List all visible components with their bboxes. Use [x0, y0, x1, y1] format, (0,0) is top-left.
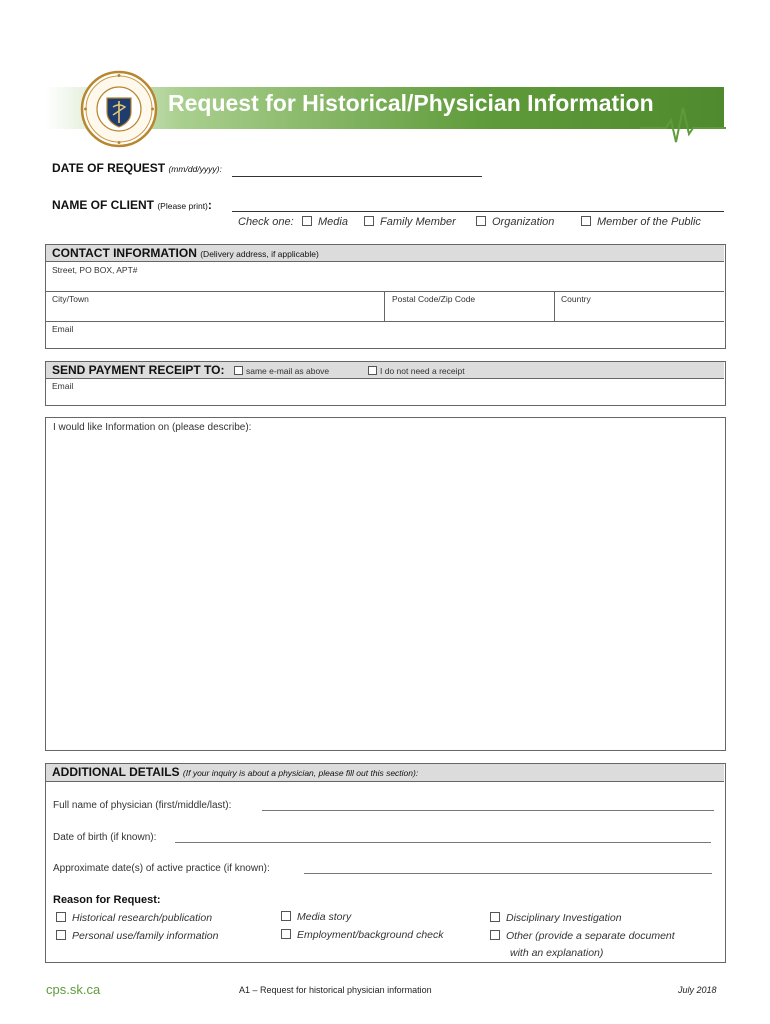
option-member-of-public[interactable]: Member of the Public: [581, 216, 701, 228]
checkbox[interactable]: [364, 216, 374, 226]
footer-site: cps.sk.ca: [46, 982, 101, 997]
checkbox[interactable]: [581, 216, 591, 226]
divider: [384, 291, 385, 321]
reason-employment[interactable]: Employment/background check: [281, 929, 444, 941]
physician-name-label: Full name of physician (first/middle/last):: [53, 800, 232, 811]
contact-heading: CONTACT INFORMATION (Delivery address, if applicable): [52, 246, 319, 260]
page-title: Request for Historical/Physician Information: [168, 90, 654, 116]
footer-date: July 2018: [678, 985, 717, 995]
option-family-member[interactable]: Family Member: [364, 216, 456, 228]
checkbox[interactable]: [368, 366, 377, 375]
contact-email-field[interactable]: Email: [52, 324, 74, 334]
reason-other[interactable]: Other (provide a separate document: [490, 930, 675, 942]
checkbox[interactable]: [234, 366, 243, 375]
physician-name-field[interactable]: [262, 810, 714, 811]
check-one-label: Check one:: [238, 216, 294, 228]
checkbox[interactable]: [56, 912, 66, 922]
college-seal-logo: [80, 70, 158, 148]
option-same-email[interactable]: same e-mail as above: [234, 366, 329, 376]
divider: [554, 291, 555, 321]
option-organization[interactable]: Organization: [476, 216, 554, 228]
checkbox[interactable]: [490, 930, 500, 940]
additional-heading: ADDITIONAL DETAILS (If your inquiry is about a physician, please fill out this section):: [52, 765, 419, 779]
street-field[interactable]: Street, PO BOX, APT#: [52, 265, 138, 275]
divider: [46, 321, 724, 322]
date-of-request-label: DATE OF REQUEST (mm/dd/yyyy):: [52, 161, 222, 175]
option-no-receipt[interactable]: I do not need a receipt: [368, 366, 465, 376]
checkbox[interactable]: [490, 912, 500, 922]
dob-label: Date of birth (if known):: [53, 832, 157, 843]
country-field[interactable]: Country: [561, 294, 591, 304]
checkbox[interactable]: [56, 930, 66, 940]
date-of-request-field[interactable]: [232, 176, 482, 177]
divider: [46, 291, 724, 292]
postal-code-field[interactable]: Postal Code/Zip Code: [392, 294, 476, 304]
city-field[interactable]: City/Town: [52, 294, 89, 304]
description-box[interactable]: [45, 417, 726, 751]
reason-other-continued: with an explanation): [510, 947, 604, 959]
client-name-label: NAME OF CLIENT (Please print):: [52, 198, 212, 212]
reason-heading: Reason for Request:: [53, 894, 161, 906]
payment-heading: SEND PAYMENT RECEIPT TO:: [52, 363, 225, 377]
reason-media[interactable]: Media story: [281, 911, 351, 923]
practice-dates-field[interactable]: [304, 873, 712, 874]
reason-historical[interactable]: Historical research/publication: [56, 912, 212, 924]
payment-email-field[interactable]: Email: [52, 381, 74, 391]
description-label: I would like Information on (please describe):: [53, 422, 252, 433]
footer-document-id: A1 – Request for historical physician information: [239, 985, 432, 995]
heartbeat-icon: [640, 106, 726, 146]
option-media[interactable]: Media: [302, 216, 348, 228]
client-name-field[interactable]: [232, 211, 724, 212]
reason-disciplinary[interactable]: Disciplinary Investigation: [490, 912, 622, 924]
checkbox[interactable]: [281, 929, 291, 939]
checkbox[interactable]: [302, 216, 312, 226]
checkbox[interactable]: [281, 911, 291, 921]
practice-dates-label: Approximate date(s) of active practice (if known):: [53, 863, 270, 874]
reason-personal[interactable]: Personal use/family information: [56, 930, 218, 942]
dob-field[interactable]: [175, 842, 711, 843]
checkbox[interactable]: [476, 216, 486, 226]
